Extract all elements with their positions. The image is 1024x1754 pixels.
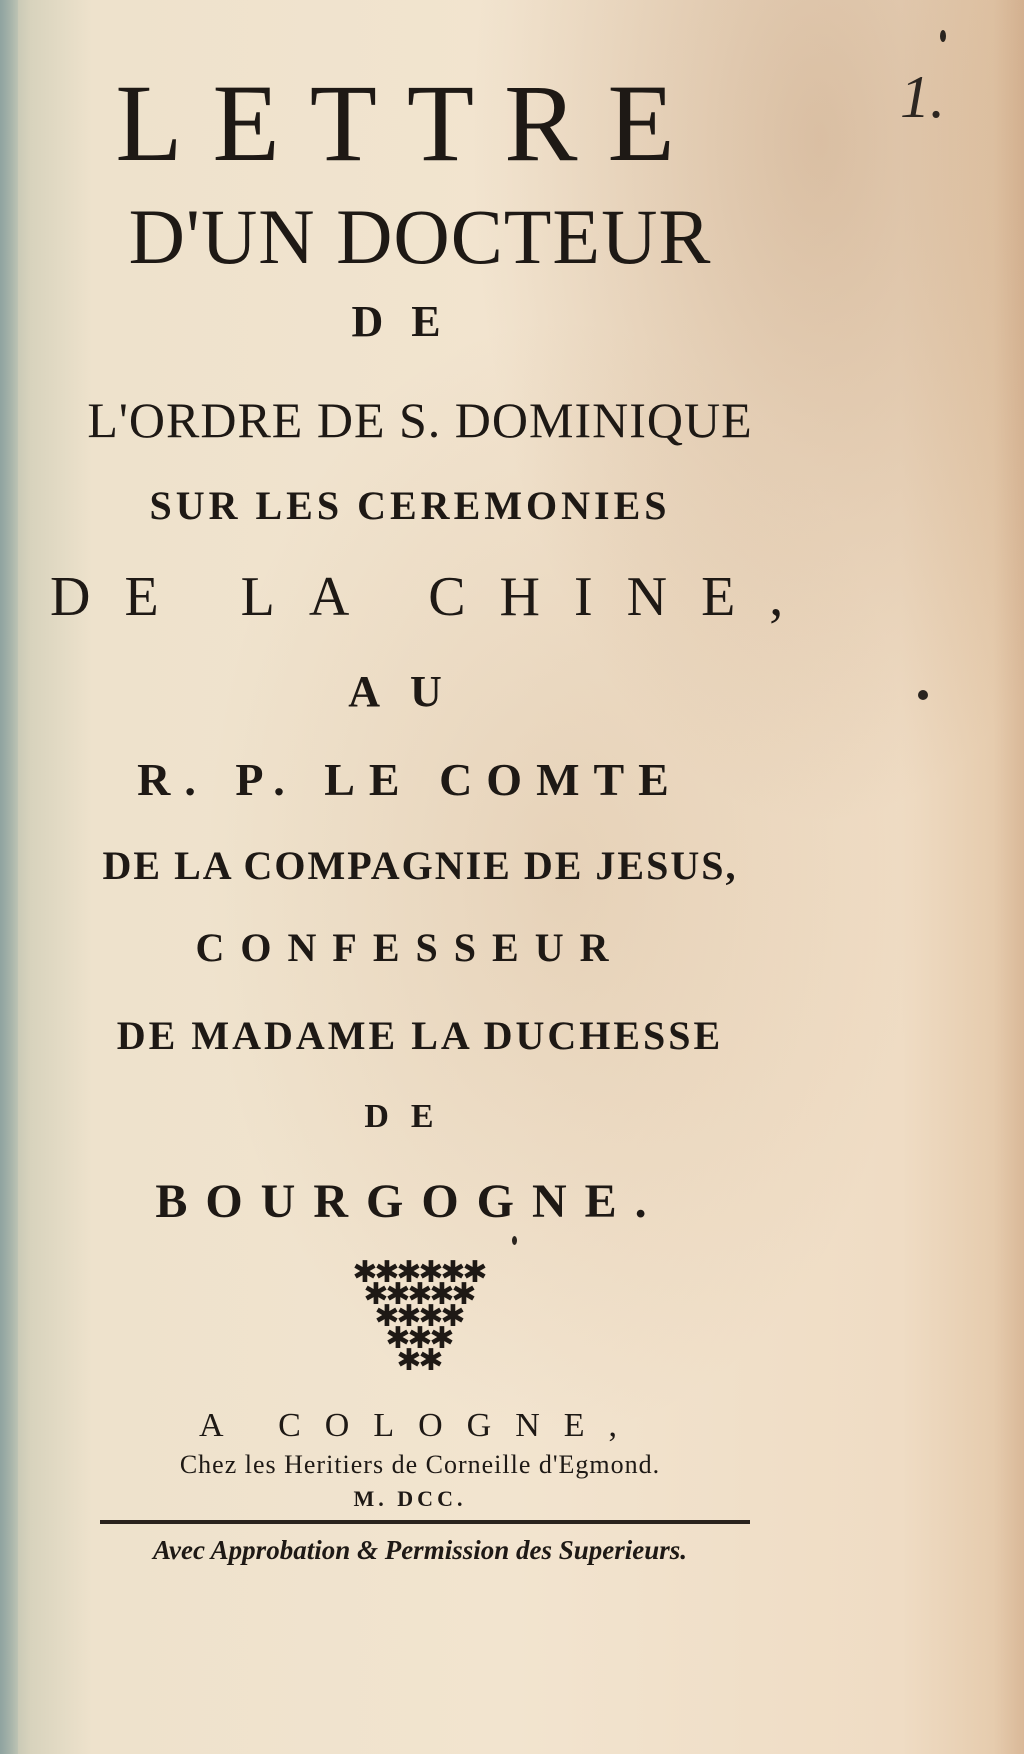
asterisk-mark: ✱ [418, 1299, 444, 1334]
title-line-ordre: L'ORDRE DE S. DOMINIQUE [87, 392, 753, 448]
asterisk-mark: ✱ [440, 1258, 466, 1290]
asterisk-mark: ✱ [374, 1258, 400, 1290]
asterisk-mark: ✱ [429, 1277, 455, 1312]
asterisk-mark: ✱ [396, 1299, 422, 1334]
asterisk-mark: ✱ [352, 1258, 378, 1290]
asterisk-mark: ✱ [363, 1277, 389, 1312]
asterisk-mark: ✱ [407, 1321, 433, 1356]
title-line-de: DE [351, 297, 469, 346]
approbation-line: Avec Approbation & Permission des Superieurs. [152, 1535, 688, 1565]
asterism-ornament-icon [330, 1258, 510, 1388]
asterisk-mark: ✱ [385, 1277, 411, 1312]
asterisk-mark: ✱ [385, 1321, 411, 1356]
imprint-place: A COLOGNE, [198, 1407, 642, 1444]
imprint-publisher: Chez les Heritiers de Corneille d'Egmond. [179, 1450, 661, 1479]
asterisk-mark: ✱ [374, 1299, 400, 1334]
asterisk-mark: ✱ [418, 1258, 444, 1290]
title-line-confesseur: CONFESSEUR [195, 925, 625, 970]
title-line-bourgogne: BOURGOGNE. [155, 1175, 665, 1228]
title-line-lettre: LETTRE [115, 62, 705, 184]
title-line-comte: R. P. LE COMTE [137, 754, 683, 805]
asterisk-mark: ✱ [429, 1321, 455, 1356]
asterisk-mark: ✱ [440, 1299, 466, 1334]
title-line-compagnie: DE LA COMPAGNIE DE JESUS, [102, 843, 738, 888]
page-number: 1. [900, 64, 945, 130]
title-line-duchesse: DE MADAME LA DUCHESSE [116, 1013, 724, 1058]
asterisk-mark: ✱ [396, 1343, 422, 1378]
ink-speck [918, 690, 928, 700]
title-line-ceremonies: SUR LES CEREMONIES [149, 483, 671, 528]
title-line-docteur: D'UN DOCTEUR [128, 193, 712, 280]
horizontal-rule [100, 1520, 750, 1524]
asterisk-mark: ✱ [407, 1277, 433, 1312]
imprint-year: M. DCC. [353, 1486, 467, 1511]
title-line-de-2: DE [364, 1098, 456, 1135]
asterisk-mark: ✱ [396, 1258, 422, 1290]
ink-speck [512, 1236, 517, 1245]
asterisk-mark: ✱ [451, 1277, 477, 1312]
asterisk-mark: ✱ [418, 1343, 444, 1378]
title-line-au: AU [348, 667, 472, 716]
asterisk-mark: ✱ [462, 1258, 488, 1290]
ink-speck [940, 30, 946, 42]
book-spine-edge [0, 0, 18, 1754]
title-line-chine: DE LA CHINE, [50, 566, 818, 628]
